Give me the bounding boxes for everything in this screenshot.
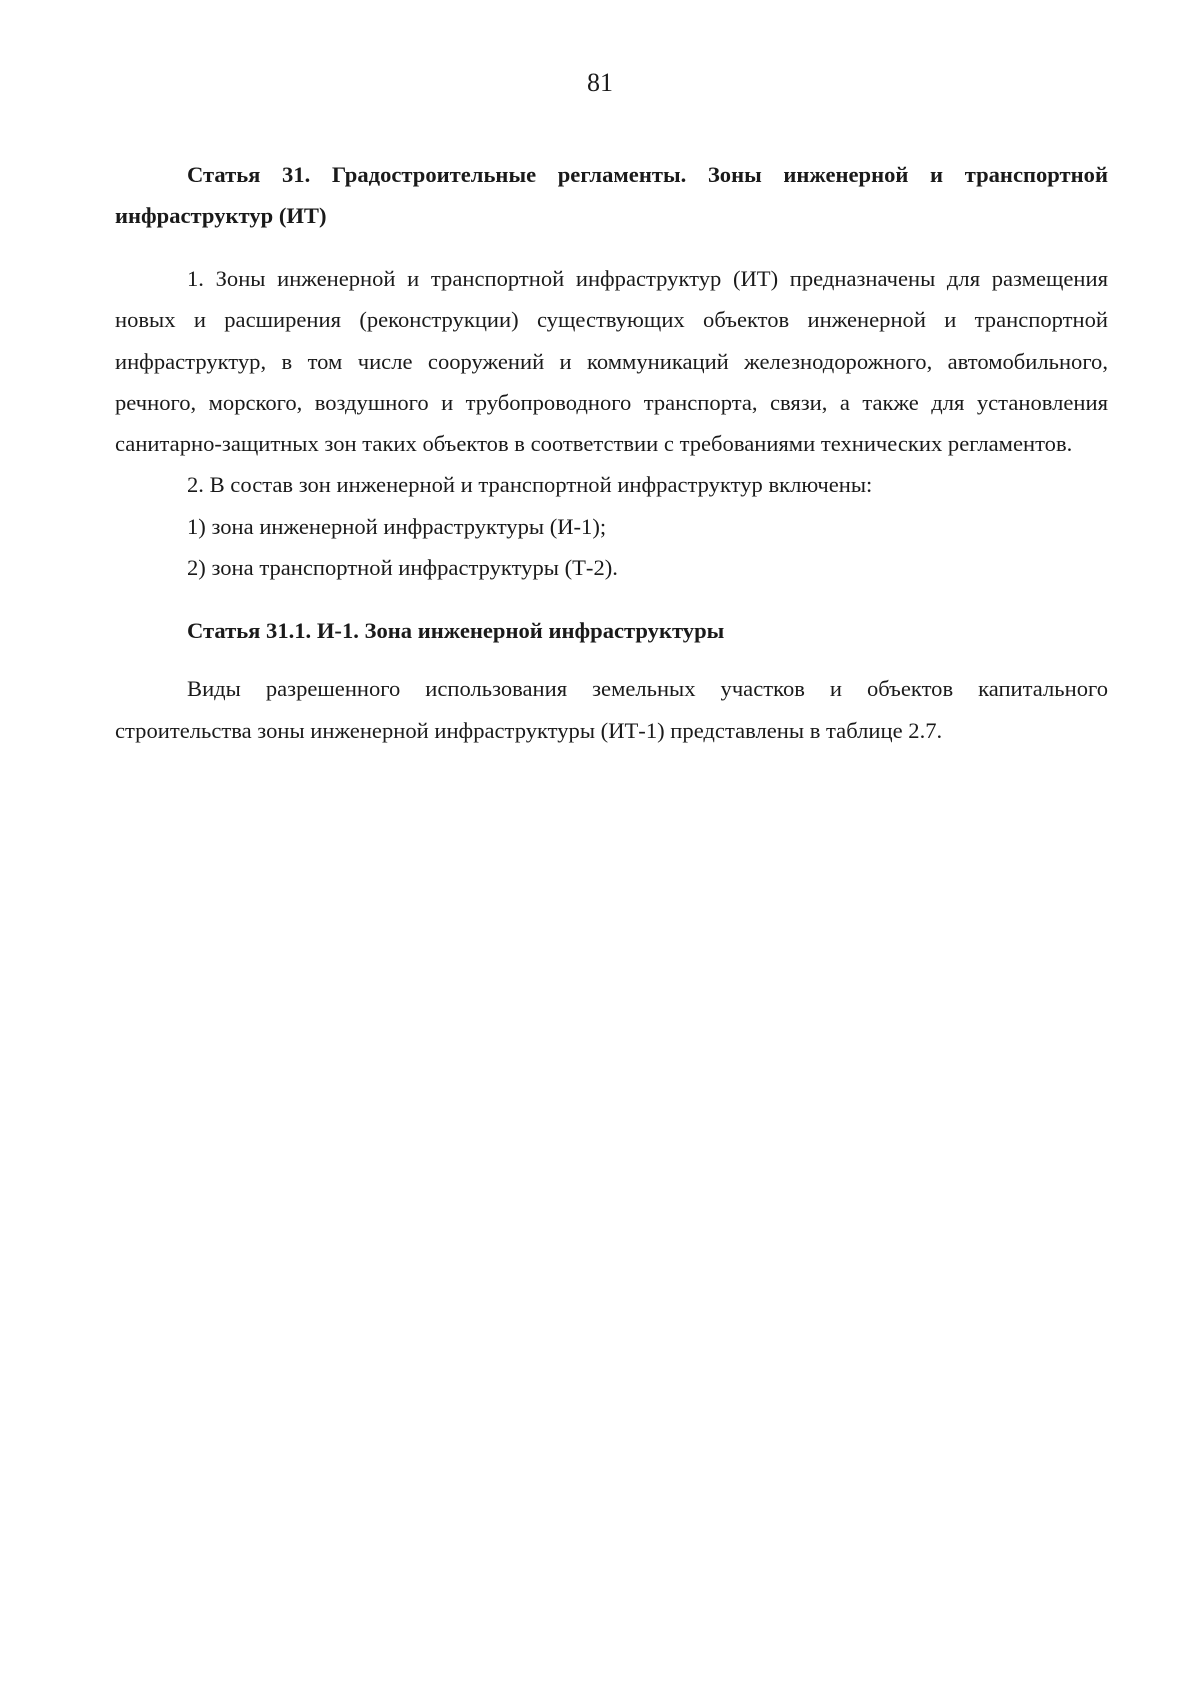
zone-list-item-1: 1) зона инженерной инфраструктуры (И-1); bbox=[187, 513, 607, 539]
zone-list-item-2: 2) зона транспортной инфраструктуры (Т-2). bbox=[187, 555, 618, 581]
page-content bbox=[115, 154, 1108, 751]
page-number: 81 bbox=[587, 68, 613, 97]
article-31-1-paragraph: Виды разрешенного использования земельных участков и объектов капитального строительства зоны инженерной инфраструктуры (ИТ-1) представлены в таблице 2.7. bbox=[115, 676, 1108, 743]
article-31-paragraph-2: 2. В состав зон инженерной и транспортной инфраструктур включены: bbox=[187, 472, 873, 498]
article-31-paragraph-1: 1. Зоны инженерной и транспортной инфраструктур (ИТ) предназначены для размещения новых и расширения (реконструкции) существующих объектов инженерной и транспортной инфраструктур, в том числе сооружений и коммуникаций железнодорожного, автомобильного, речного, морского, воздушного и трубопроводного транспорта, связи, а также для установления санитарно-защитных зон таких объектов в соответствии с требованиями технических регламентов. bbox=[115, 266, 1108, 457]
article-31-1-heading: Статья 31.1. И-1. Зона инженерной инфраструктуры bbox=[187, 618, 725, 644]
article-31-heading: Статья 31. Градостроительные регламенты. Зоны инженерной и транспортной инфраструктур (ИТ) bbox=[115, 162, 1108, 228]
